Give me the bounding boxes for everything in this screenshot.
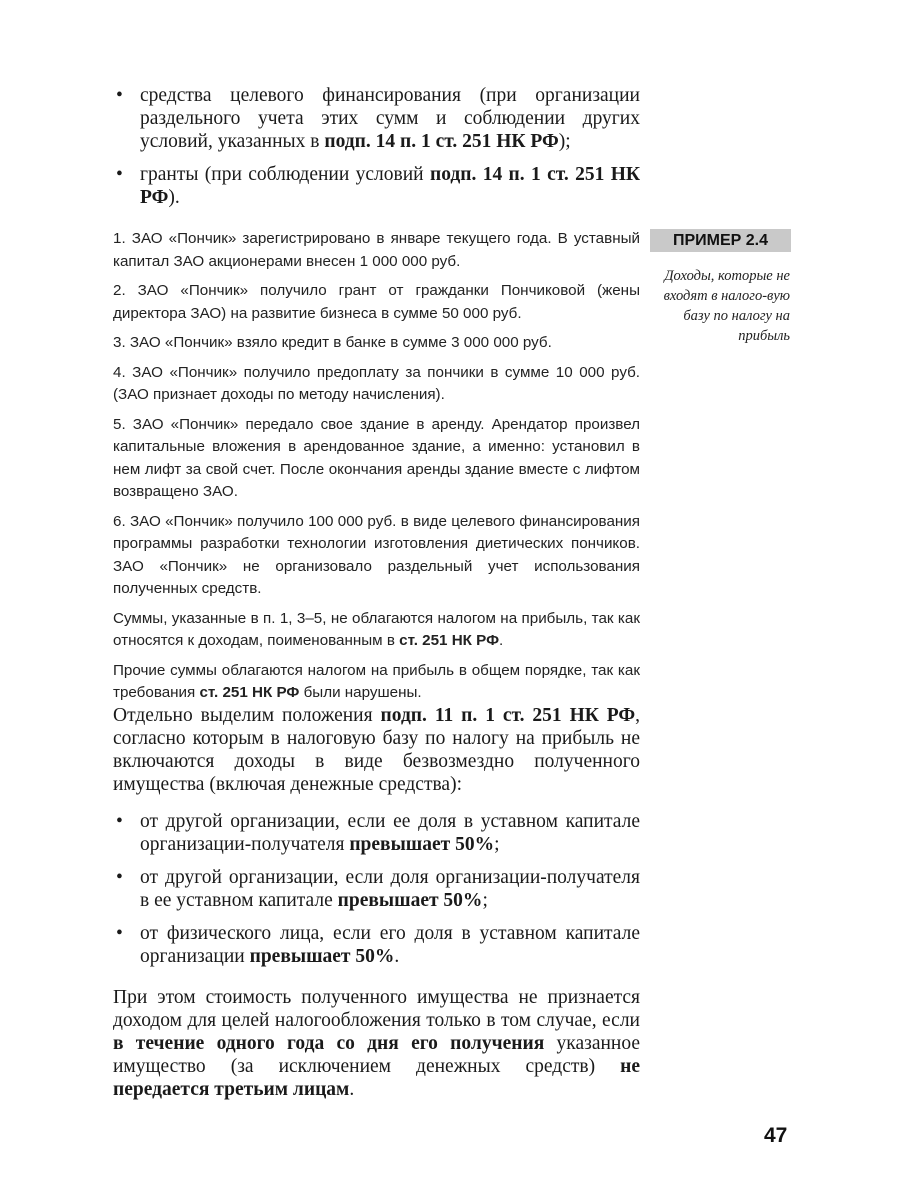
text-segment: . <box>349 1079 355 1100</box>
example-paragraph <box>113 332 640 355</box>
bullet-icon: • <box>116 85 123 106</box>
text-segment: 3. ЗАО «Пончик» взяло кредит в банке в сумме 3 000 000 руб. <box>113 334 552 351</box>
example-paragraph <box>113 608 640 653</box>
text-segment: . <box>394 946 400 967</box>
text-segment: гранты (при соблюдении условий <box>140 164 430 185</box>
text-segment: ; <box>494 834 500 855</box>
example-paragraph <box>113 660 640 705</box>
top-bullet-list <box>113 84 640 209</box>
intro-paragraph <box>113 704 640 796</box>
bold-reference: не передается третьим лицам <box>113 1056 640 1100</box>
text-segment: . <box>499 632 504 649</box>
bullet-item <box>113 922 640 968</box>
page-number: 47 <box>764 1124 788 1147</box>
text-segment: ; <box>482 890 488 911</box>
text-segment: 5. ЗАО «Пончик» передало свое здание в аренду. Арендатор произвел капитальные вложения в арендованное здание, а именно: установил в нем лифт за свой счет. После окончания аренды здание вместе с лифтом возвращено ЗАО. <box>113 415 640 500</box>
example-paragraph <box>113 414 640 504</box>
text-segment: от другой организации, если доля организации-получателя в ее уставном капитале <box>140 867 640 911</box>
text-segment: ); <box>558 131 571 152</box>
text-segment: средства целевого финансирования (при организации раздельного учета этих сумм и соблюдении других условий, указанных в <box>140 85 640 152</box>
text-segment: 1. ЗАО «Пончик» зарегистрировано в январе текущего года. В уставный капитал ЗАО акционерами внесен 1 000 000 руб. <box>113 230 640 270</box>
bullet-icon: • <box>116 867 123 888</box>
text-segment: от физического лица, если его доля в уставном капитале организации <box>140 923 640 967</box>
text-segment: от другой организации, если ее доля в уставном капитале организации-получателя <box>140 811 640 855</box>
example-paragraph <box>113 280 640 325</box>
text-segment: Отдельно выделим положения <box>113 705 381 726</box>
example-label: ПРИМЕР 2.4 <box>650 229 791 252</box>
text-segment: 4. ЗАО «Пончик» получило предоплату за пончики в сумме 10 000 руб. (ЗАО признает доходы по методу начисления). <box>113 363 640 403</box>
bullet-item <box>113 810 640 856</box>
bold-reference: подп. 14 п. 1 ст. 251 НК РФ <box>324 131 559 152</box>
text-segment: были нарушены. <box>299 684 422 701</box>
example-paragraph <box>113 362 640 407</box>
final-paragraph <box>113 986 640 1101</box>
example-paragraph <box>113 228 640 273</box>
bold-reference: превышает 50% <box>249 946 395 967</box>
bold-reference: подп. 11 п. 1 ст. 251 НК РФ <box>380 705 636 726</box>
example-caption: Доходы, которые не входят в налого-вую базу по налогу на прибыль <box>663 268 790 344</box>
property-bullet-list <box>113 810 640 968</box>
text-segment: ). <box>168 187 180 208</box>
text-segment: Прочие суммы облагаются налогом на прибыль в общем порядке, так как требования <box>113 661 640 701</box>
text-segment: При этом стоимость полученного имущества не признается доходом для целей налогообложения только в том случае, если <box>113 987 640 1031</box>
bullet-icon: • <box>116 164 123 185</box>
bold-reference: в течение одного года со дня его получения <box>113 1033 545 1054</box>
text-segment: указанное имущество (за исключением денежных средств) <box>113 1033 640 1077</box>
bold-reference: превышает 50% <box>337 890 483 911</box>
bullet-item <box>113 84 640 153</box>
example-paragraph <box>113 511 640 601</box>
text-segment: 6. ЗАО «Пончик» получило 100 000 руб. в виде целевого финансирования программы разработки технологии изготовления диетических пончиков. ЗАО «Пончик» не организовало раздельный учет использования полученных средств. <box>113 512 640 597</box>
text-segment: , согласно которым в налоговую базу по налогу на прибыль не включаются доходы в виде безвозмездно полученного имущества (включая денежные средства): <box>113 705 640 795</box>
bullet-item <box>113 866 640 912</box>
text-segment: 2. ЗАО «Пончик» получило грант от гражданки Пончиковой (жены директора ЗАО) на развитие бизнеса в сумме 50 000 руб. <box>113 282 640 322</box>
text-segment: Суммы, указанные в п. 1, 3–5, не облагаются налогом на прибыль, так как относятся к доходам, поименованным в <box>113 609 640 649</box>
bullet-icon: • <box>116 923 123 944</box>
bold-reference: ст. 251 НК РФ <box>199 684 300 701</box>
example-body <box>113 228 640 712</box>
bullet-item <box>113 163 640 209</box>
bold-reference: превышает 50% <box>349 834 495 855</box>
bold-reference: подп. 14 п. 1 ст. 251 НК РФ <box>140 164 640 208</box>
bullet-icon: • <box>116 811 123 832</box>
bold-reference: ст. 251 НК РФ <box>399 632 500 649</box>
